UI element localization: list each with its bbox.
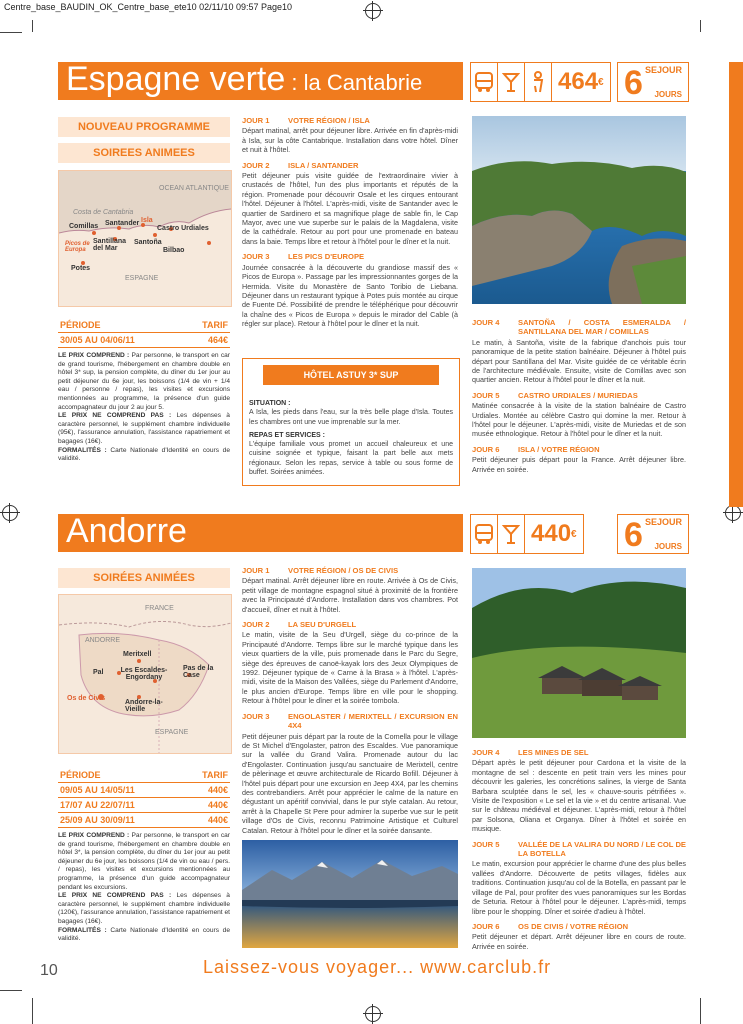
day-body: Le matin, à Santoña, visite de la fabrique d'anchois puis tour panoramique de la petite station balnéaire. Déjeuner à l'hôtel puis départ pour Santillana del Mar. Visite guidée de ce véritable écrin de l'architecture médiévale. Ensuite, visite de Comillas avec son quartier ancien. Retour à l'hôtel pour le dîner et la nuit. [472, 337, 686, 385]
registration-mark-bottom [365, 1006, 381, 1022]
day-heading: JOUR 6 OS DE CIVIS / VOTRE RÉGION [472, 921, 629, 931]
andorre-conditions: LE PRIX COMPREND : Par personne, le transport en car de grand tourisme, l'hébergement en chambre double en hôtel 3*, la pension complète, du dîner du 1er jour au petit déjeuner du 6e jour, les boissons (1/4 de vin ou eau / pers. / repas), les visites et excursions mentionnées au programme, la présence d'un guide accompagnateur pendant les excursions. LE PRIX NE COMPREND PAS : Les dépenses à caractère personnel, le supplément chambre individuelle (120€), l'assurance annulation, l'assistance rapatriement et bagages (16€). FORMALITÉS : Carte Nationale d'Identité en cours de validité. [58, 832, 230, 943]
registration-mark-left [2, 505, 18, 521]
crop-mark [32, 20, 33, 32]
day-body: Petit déjeuner et départ. Arrêt déjeuner libre en cours de route. Arrivée en soirée. [472, 932, 686, 951]
map-label-santona: Santoña [134, 239, 162, 246]
map-label-pas: Pas de la Case [183, 665, 214, 679]
day-body: Petit déjeuner puis départ par la route de la Comella pour le village de St Michel d'Engolaster, patron des Escaldes. Vue panoramique sur la vallée du Grand Valira. Promenade autour du lac d'Engolaster. Continuation jusqu'au sanctuaire de Merixtell, centre de pèlerinage et œuvre architecturale de Ricardo Bofill. Déjeuner à l'hôtel puis départ pour une excursion en Jeep 4X4, par les chemins des contrebandiers. Arrêt pour apprécier le calme de la nature en dégustant un apéritif convivial, dans le pur style catalan. Au retour, arrêt à la Chapelle St Pere pour admirer la superbe vue sur le petit village d'Os de Civis, reconnu Patrimoine Artistique et Culturel Catalan. Retour à l'hôtel pour le dîner et la soirée dansante. [242, 731, 458, 835]
map-label-osdecivis: Os de Civis [67, 695, 106, 702]
andorre-days-col1 [242, 560, 458, 835]
spain-title-bar [58, 62, 463, 100]
hotel-title: HÔTEL ASTUY 3* SUP [263, 365, 439, 385]
hotel-repas: L'équipe familiale vous promet un accueil chaleureux et une cuisine soignée et typique, faisant la part belle aux mets régionaux. Selon les repas, service à table ou sous forme de buffet. Soirées animées. [249, 441, 453, 477]
registration-mark-right [725, 505, 741, 521]
map-label-bilbao: Bilbao [163, 247, 185, 254]
day-heading: JOUR 5 VALLÉE DE LA VALIRA DU NORD / LE COL DE LA BOTELLA [472, 839, 686, 859]
day-body: Matinée consacrée à la visite de la station balnéaire de Castro Urdiales. Montée au célèbre Castro qui domine la mer. Retour à l'hôtel pour le déjeuner. L'après-midi, visite de Muriedas et de son musée ethnologique. Retour à l'hôtel pour le dîner et la nuit. [472, 401, 686, 439]
registration-mark-top [365, 3, 381, 19]
map-label-meritxell: Meritxell [123, 651, 152, 658]
map-label-picos: Picos de Europa [65, 241, 90, 253]
tarif-row: 30/05 AU 04/06/11 464€ [58, 333, 230, 348]
side-accent-bar [729, 62, 743, 507]
crop-mark [700, 20, 701, 32]
andorre-lake-photo [242, 840, 458, 948]
page-number: 10 [40, 962, 58, 979]
map-label-andorre: ANDORRE [85, 637, 121, 644]
andorre-tag-soirees: SOIRÉES ANIMÉES [58, 568, 230, 588]
map-label-isla: Isla [141, 217, 153, 224]
tarif-row: 25/09 AU 30/09/11 440€ [58, 813, 230, 828]
map-label-santillana: Santillana del Mar [93, 238, 127, 252]
map-label-sea: OCEAN ATLANTIQUE [159, 185, 229, 192]
hotel-situation-label: SITUATION : [249, 400, 291, 407]
crop-mark [0, 32, 22, 33]
andorre-price: 440 € [524, 514, 584, 554]
spain-sejour [617, 62, 689, 102]
map-label-santander: Santander [105, 220, 140, 227]
day-body: Le matin, excursion pour apprécier le charme d'une des plus belles vallées d'Andorre. Découverte de petits villages, fidèles aux traditions. Continuation jusqu'au col de la Botella, en passant par le village de Pal, pour profiter des vues panoramiques sur les Bordas de Seturia. Retour à l'hôtel pour le déjeuner. L'après-midi, temps libre pour le shopping. Dîner et soirée d'adieu à l'hôtel. [472, 859, 686, 916]
map-label-andorre-vella: Andorre-la-Vieille [125, 699, 163, 713]
map-label-comillas: Comillas [69, 223, 99, 230]
spain-map [58, 170, 232, 307]
person-icon [524, 62, 552, 102]
jours-label: JOURS [654, 542, 682, 551]
spain-title: Espagne verte : la Cantabrie [66, 60, 423, 98]
crop-mark [0, 990, 22, 991]
andorre-days: 6 [624, 516, 643, 554]
day-heading: JOUR 2 LA SEU D'URGELL [242, 620, 357, 630]
tarif-header: PÉRIODE TARIF [58, 768, 230, 783]
andorre-days-col2 [472, 742, 686, 951]
spain-hotel-box [242, 358, 460, 486]
spain-days-col2 [472, 312, 686, 474]
bus-icon [470, 514, 498, 554]
bus-icon [470, 62, 498, 102]
hotel-situation: A Isla, les pieds dans l'eau, sur la très belle plage d'Isla. Toutes les chambres ont une vue imprenable sur la mer. [249, 409, 453, 426]
tarif-header: PÉRIODE TARIF [58, 318, 230, 333]
day-heading: JOUR 3 LES PICS D'EUROPE [242, 252, 365, 262]
day-body: Départ matinal. Arrêt déjeuner libre en route. Arrivée à Os de Civis, petit village de montagne espagnol situé à proximité de la frontière avec la Principauté d'Andorre. Installation dans vos chambres. Pot d'accueil, dîner et nuit à l'hôtel. [242, 576, 458, 614]
day-heading: JOUR 4 SANTOÑA / COSTA ESMERALDA / SANTILLANA DEL MAR / COMILLAS [472, 318, 686, 337]
andorre-sejour [617, 514, 689, 554]
day-heading: JOUR 5 CASTRO URDIALES / MURIEDAS [472, 390, 638, 400]
spain-tag-soirees: SOIREES ANIMEES [58, 143, 230, 163]
andorre-valley-photo [472, 568, 686, 738]
andorre-title: Andorre [66, 512, 187, 550]
day-heading: JOUR 3 ENGOLASTER / MERIXTELL / EXCURSION EN 4X4 [242, 711, 458, 731]
spain-price: 464 € [551, 62, 611, 102]
day-heading: JOUR 2 ISLA / SANTANDER [242, 160, 359, 170]
day-body: Départ matinal, arrêt pour déjeuner libre. Arrivée en fin d'après-midi à Isla, sur la côte Cantabrique. Installation dans votre hôtel. Dîner et nuit à l'hôtel. [242, 126, 458, 155]
andorre-tarif [58, 768, 230, 944]
sejour-label: SEJOUR [644, 517, 682, 527]
crop-mark [32, 998, 33, 1024]
spain-days-col1 [242, 110, 458, 329]
tarif-row: 17/07 AU 22/07/11 440€ [58, 798, 230, 813]
day-body: Petit déjeuner puis visite guidée de l'extraordinaire vivier à crustacés de l'hôtel, l'un des plus importants et réputés de la région. Promenade pour découvrir Osale et les cirques entourant l'hôtel. Déjeuner à l'hôtel. L'après-midi, visite de Santander avec le quartier de Sardinero et sa magnifique plage de sable fin, le Cap Mayor, avec une vue superbe sur le palais de la Magdalena, visite de la cathédrale. Retour au port pour une promenade en bateau dans la baie. Temps libre et retour à l'hôtel pour le dîner et la nuit. [242, 171, 458, 246]
day-body: Journée consacrée à la découverte du grandiose massif des « Picos de Europa ». Passage par les impressionnantes gorges de la Hermida. Visite du Monastère de Santo Toribio de Liebana. Déjeuner dans un restaurant typique à Potes puis montée au cirque de Fuente Dé. Possibilité de prendre le téléphérique pour découvrir la chaîne des « Picos de Europa » depuis le mirador del Cable (à régler sur place). Retour à l'hôtel pour le dîner et la nuit. [242, 262, 458, 329]
spain-conditions: LE PRIX COMPREND : Par personne, le transport en car de grand tourisme, l'hébergement en chambre double en hôtel 3* sup, la pension complète, du dîner du 1er jour au petit déjeuner du 6e jour, les boissons (1/4 de vin + 1/4 eau / personne / repas), les visites et excursions mentionnées au programme, la présence d'un guide accompagnateur du jour 2 au jour 5. LE PRIX NE COMPREND PAS : Les dépenses à caractère personnel, le supplément chambre individuelle (95€), l'assurance annulation, l'assistance rapatriement et bagages (16€). FORMALITÉS : Carte Nationale d'Identité en cours de validité. [58, 352, 230, 463]
map-label-country: ESPAGNE [125, 275, 159, 282]
spain-tarif [58, 318, 230, 464]
footer-slogan: Laissez-vous voyager... www.carclub.fr [203, 957, 552, 977]
map-label-potes: Potes [71, 265, 91, 272]
map-label-espagne: ESPAGNE [155, 729, 189, 736]
tarif-row: 09/05 AU 14/05/11 440€ [58, 783, 230, 798]
andorre-title-bar [58, 514, 463, 552]
map-label-castro: Castro Urdiales [157, 225, 209, 232]
day-body: Petit déjeuner puis départ pour la France. Arrêt déjeuner libre. Arrivée en soirée. [472, 455, 686, 474]
day-body: Départ après le petit déjeuner pour Cardona et la visite de la montagne de sel : descente en petit train vers les mines pour découvrir les galeries, les concrétions salines, la vierge de Santa Barbara sculptée dans le sel, les « chauve-souris pétrifiées ». Visite de l'exposition « Le sel et la vie » et du centre artisanal. Vue sur le château médiéval et déjeuner. L'après-midi, retour à l'hôtel par Solsona, Oliana et Organya. Dîner à l'hôtel et soirée en musique. [472, 758, 686, 834]
jours-label: JOURS [654, 90, 682, 99]
day-body: Le matin, visite de la Seu d'Urgell, siège du co-prince de la Principauté d'Andorre. Temps libre sur le marché typique dans les vieux quartiers de la ville, puis promenade dans le Parc du Segre, siège des épreuves de canoë-kayak lors des Jeux Olympiques de 1992. Déjeuner typique de « Carne à la Brasa » à l'hôtel. L'après-midi, visite de la Maison des Vallées, siège du Parlement d'Andorre, le plus ancien d'Europe. Temps libre en ville pour le shopping. Retour à l'hôtel pour le dîner et la soirée tombola. [242, 630, 458, 706]
spain-coast-photo [472, 116, 686, 304]
map-label-pal: Pal [93, 669, 104, 676]
map-label-escaldes: Les Escaldes-Engordany [120, 667, 168, 681]
day-heading: JOUR 1 VOTRE RÉGION / OS DE CIVIS [242, 566, 399, 575]
hotel-repas-label: REPAS ET SERVICES : [249, 431, 325, 439]
crop-mark [700, 998, 701, 1024]
map-label-france: FRANCE [145, 605, 174, 612]
day-heading: JOUR 6 ISLA / VOTRE RÉGION [472, 444, 600, 454]
andorre-map [58, 594, 232, 754]
sejour-label: SEJOUR [644, 65, 682, 75]
print-header: Centre_base_BAUDIN_OK_Centre_base_ete10 02/11/10 09:57 Page10 [4, 2, 293, 12]
day-heading: JOUR 1 VOTRE RÉGION / ISLA [242, 116, 370, 125]
map-label-coast: Costa de Cantabria [73, 209, 134, 216]
cocktail-icon [497, 514, 525, 554]
day-heading: JOUR 4 LES MINES DE SEL [472, 748, 589, 757]
spain-tag-nouveau: NOUVEAU PROGRAMME [58, 117, 230, 137]
spain-days: 6 [624, 64, 643, 102]
cocktail-icon [497, 62, 525, 102]
